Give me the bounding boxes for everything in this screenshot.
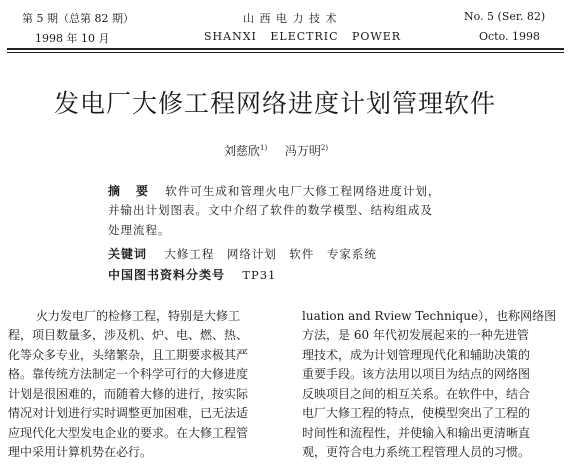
- body-right-line: 观，更符合电力系统工程管理人员的习惯。: [302, 445, 531, 459]
- abstract-first-line: [108, 182, 440, 199]
- keywords-text: 大修工程 网络计划 软件 专家系统: [164, 247, 377, 261]
- header-rule-top: [7, 48, 564, 50]
- journal-name-en: SHANXI ELECTRIC POWER: [204, 30, 402, 43]
- issue-date: 1998 年 10 月: [35, 32, 110, 45]
- issue-number-en: No. 5 (Ser. 82): [464, 10, 546, 23]
- issue-number: 第 5 期（总第 82 期）: [22, 12, 134, 25]
- abstract-text-line: 处理流程。: [108, 223, 171, 237]
- author-name: 刘慈欣: [224, 144, 261, 158]
- abstract-label: 摘 要: [108, 184, 151, 198]
- journal-name-cn: 山 西 电 力 技 术: [243, 12, 338, 25]
- body-right-line: 重要手段。该方法用以项目为结点的网络图: [302, 367, 531, 381]
- issue-date-en: Octo. 1998: [479, 30, 541, 43]
- body-right-line: luation and Rview Technique），也称网络图: [302, 309, 557, 323]
- abstract-text-line: 并输出计划图表。文中介绍了软件的数学模型、结构组成及: [108, 203, 433, 217]
- body-left-line: 火力发电厂的检修工程，特别是大修工: [36, 309, 241, 323]
- classification-label: 中国图书资料分类号: [108, 268, 226, 282]
- body-right-line: 理技术，成为计划管理现代化和辅助决策的: [302, 348, 531, 362]
- header-rule-bottom: [7, 52, 564, 53]
- body-left-line: 情况对计划进行实时调整更加困难，已无法适: [8, 406, 249, 420]
- keywords: [108, 245, 377, 262]
- body-left-line: 格。靠传统方法制定一个科学可行的大修进度: [8, 367, 249, 381]
- authors: [224, 142, 328, 159]
- body-right-line: 反映项目之间的相互关系。在软件中，结合: [302, 387, 531, 401]
- author-affiliation-mark: 2): [320, 144, 329, 152]
- body-right-line: 方法，是 60 年代初发展起来的一种先进管: [302, 328, 529, 342]
- body-left-line: 计划是很困难的，而随着大修的进行，按实际: [8, 387, 249, 401]
- keywords-label: 关键词: [108, 247, 148, 261]
- body-left-line: 化等众多专业，头绪繁杂，且工期要求极其严: [8, 348, 249, 362]
- body-left-line: 理中采用计算机势在必行。: [8, 445, 153, 459]
- body-left-line: 应现代化大型发电企业的要求。在大修工程管: [8, 426, 249, 440]
- body-left-line: 程，项目数量多，涉及机、炉、电、燃、热、: [8, 328, 249, 342]
- classification: [108, 266, 276, 283]
- abstract-text-line: 软件可生成和管理火电厂大修工程网络进度计划，: [165, 184, 441, 198]
- body-right-line: 时间性和流程性，并使输入和输出更清晰直: [302, 426, 531, 440]
- classification-code: TP31: [242, 268, 277, 282]
- body-right-line: 电厂大修工程的特点，使模型突出了工程的: [302, 406, 531, 420]
- author-affiliation-mark: 1): [260, 144, 268, 152]
- author-name: 冯万明: [284, 144, 321, 158]
- paper-title: 发电厂大修工程网络进度计划管理软件: [54, 89, 497, 118]
